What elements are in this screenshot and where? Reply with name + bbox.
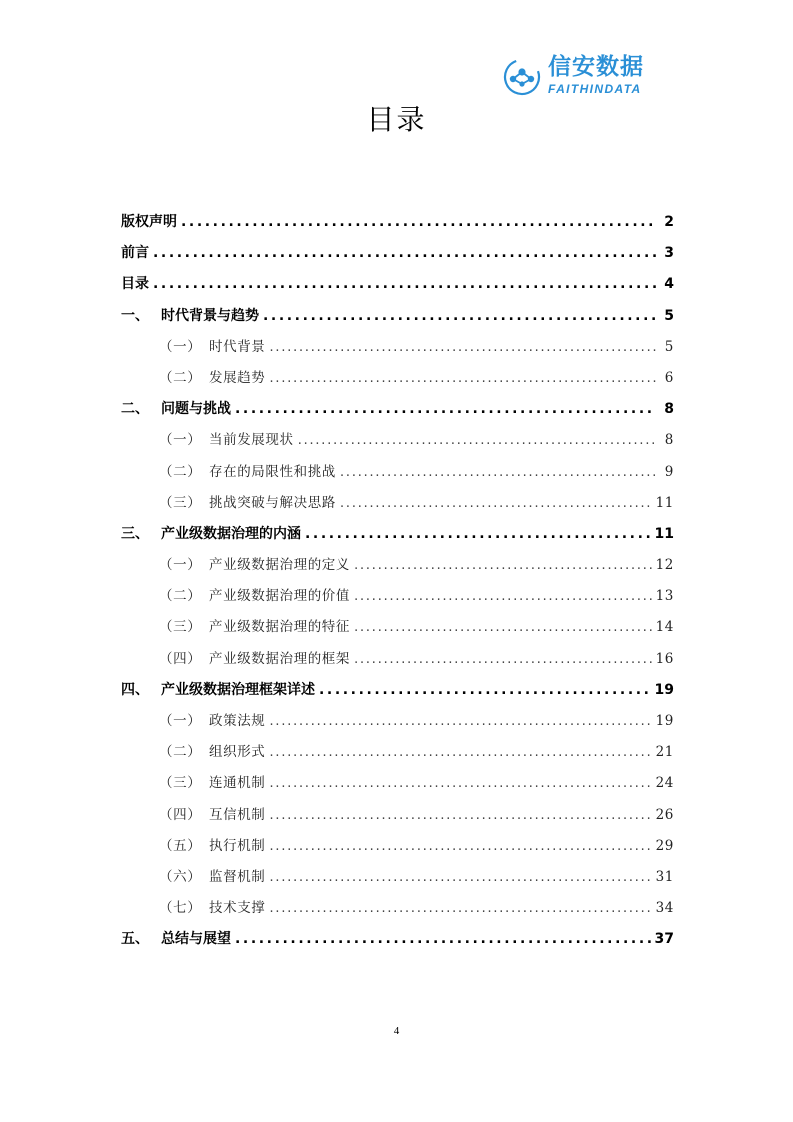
toc-entry-title: 时代背景与趋势	[161, 307, 259, 324]
toc-section-entry[interactable]	[121, 768, 674, 799]
toc-dot-leader	[305, 519, 651, 550]
toc-dot-leader	[235, 924, 651, 955]
toc-dot-leader	[354, 644, 652, 675]
toc-entry-number: 一、	[121, 307, 149, 324]
toc-entry-page-number: 5	[664, 338, 674, 355]
toc-section-entry[interactable]	[121, 332, 674, 363]
toc-section-entry[interactable]	[121, 737, 674, 768]
page-number: 4	[393, 1025, 400, 1037]
toc-section-entry[interactable]	[121, 862, 674, 893]
toc-entry-title: 问题与挑战	[161, 401, 231, 418]
toc-entry-number: （二）	[159, 744, 202, 761]
toc-entry-title: 互信机制	[209, 806, 266, 823]
toc-section-entry[interactable]	[121, 831, 674, 862]
toc-entry-title: 产业级数据治理的框架	[209, 650, 350, 667]
toc-section-entry[interactable]	[121, 363, 674, 394]
toc-entry-page-number: 5	[664, 307, 674, 324]
toc-entry-page-number: 2	[664, 214, 674, 230]
toc-entry-title: 发展趋势	[209, 369, 266, 386]
toc-section-entry[interactable]	[121, 644, 674, 675]
toc-entry-title: 存在的局限性和挑战	[209, 463, 336, 480]
toc-dot-leader	[340, 457, 656, 488]
toc-entry-title: 组织形式	[209, 744, 266, 761]
toc-entry-page-number: 13	[655, 588, 674, 605]
toc-dot-leader	[354, 612, 652, 643]
toc-dot-leader	[298, 425, 656, 456]
toc-chapter-entry[interactable]	[121, 301, 674, 332]
toc-entry-title: 监督机制	[209, 868, 266, 885]
toc-entry-title: 前言	[121, 245, 149, 262]
logo-english-name: FAITHINDATA	[548, 82, 642, 96]
toc-entry-page-number: 14	[655, 619, 674, 636]
toc-entry-page-number: 3	[664, 245, 674, 262]
toc-section-entry[interactable]	[121, 581, 674, 612]
toc-entry-number: （五）	[159, 837, 202, 854]
toc-entry-page-number: 8	[664, 401, 674, 418]
toc-dot-leader	[263, 301, 656, 332]
toc-entry-page-number: 19	[655, 713, 674, 729]
toc-dot-leader	[269, 706, 651, 737]
toc-entry-number: （一）	[159, 713, 202, 729]
toc-entry-number: 五、	[121, 931, 149, 948]
toc-entry-page-number: 34	[655, 900, 674, 917]
toc-entry-page-number: 24	[655, 775, 674, 792]
toc-dot-leader	[269, 862, 651, 893]
toc-entry-title: 产业级数据治理的特征	[209, 619, 350, 636]
toc-entry-title: 时代背景	[209, 338, 266, 355]
toc-entry-title: 目录	[121, 276, 149, 293]
toc-chapter-entry[interactable]	[121, 924, 674, 955]
toc-entry-number: 四、	[121, 681, 149, 698]
toc-dot-leader	[269, 800, 651, 831]
toc-entry-page-number: 16	[655, 650, 674, 667]
toc-entry-page-number: 37	[654, 931, 674, 948]
table-of-contents	[121, 207, 674, 956]
toc-entry-title: 总结与展望	[161, 931, 231, 948]
toc-entry-title: 产业级数据治理的定义	[209, 557, 350, 574]
toc-entry-number: （四）	[159, 806, 202, 823]
toc-entry-number: （二）	[159, 369, 202, 386]
toc-chapter-entry[interactable]	[121, 269, 674, 300]
toc-entry-number: （三）	[159, 494, 202, 511]
toc-entry-title: 政策法规	[209, 713, 266, 729]
toc-entry-number: （三）	[159, 619, 202, 636]
toc-entry-number: 三、	[121, 525, 149, 542]
toc-entry-number: （二）	[159, 463, 202, 480]
toc-section-entry[interactable]	[121, 425, 674, 456]
toc-entry-page-number: 12	[655, 557, 674, 574]
toc-entry-number: （一）	[159, 432, 202, 449]
toc-entry-title: 产业级数据治理框架详述	[161, 681, 315, 698]
toc-dot-leader	[319, 675, 651, 706]
toc-dot-leader	[354, 550, 652, 581]
toc-section-entry[interactable]	[121, 893, 674, 924]
faithindata-logo	[502, 52, 674, 98]
toc-entry-title: 连通机制	[209, 775, 266, 792]
page-title: 目录	[366, 103, 427, 136]
toc-dot-leader	[269, 363, 656, 394]
toc-dot-leader	[340, 488, 652, 519]
toc-entry-page-number: 8	[664, 432, 674, 449]
toc-entry-page-number: 11	[655, 494, 674, 511]
toc-entry-page-number: 29	[655, 837, 674, 854]
toc-entry-number: （七）	[159, 900, 202, 917]
toc-section-entry[interactable]	[121, 800, 674, 831]
toc-entry-page-number: 4	[664, 276, 674, 293]
toc-dot-leader	[153, 238, 656, 269]
toc-entry-page-number: 6	[664, 369, 674, 386]
toc-section-entry[interactable]	[121, 612, 674, 643]
toc-dot-leader	[354, 581, 652, 612]
toc-entry-number: （六）	[159, 868, 202, 885]
toc-entry-title: 产业级数据治理的内涵	[161, 525, 301, 542]
toc-entry-title: 产业级数据治理的价值	[209, 588, 350, 605]
toc-chapter-entry[interactable]	[121, 519, 674, 550]
toc-entry-title: 技术支撑	[209, 900, 266, 917]
toc-entry-number: （一）	[159, 338, 202, 355]
toc-chapter-entry[interactable]	[121, 238, 674, 269]
toc-chapter-entry[interactable]	[121, 394, 674, 425]
toc-entry-title: 版权声明	[121, 214, 177, 230]
toc-entry-page-number: 26	[655, 806, 674, 823]
toc-section-entry[interactable]	[121, 550, 674, 581]
toc-entry-number: （四）	[159, 650, 202, 667]
toc-section-entry[interactable]	[121, 457, 674, 488]
toc-dot-leader	[181, 207, 656, 238]
toc-entry-number: 二、	[121, 401, 149, 418]
toc-entry-page-number: 11	[654, 525, 674, 542]
toc-dot-leader	[269, 893, 651, 924]
toc-entry-page-number: 9	[664, 463, 674, 480]
toc-section-entry[interactable]	[121, 706, 674, 737]
toc-chapter-entry[interactable]	[121, 675, 674, 706]
toc-dot-leader	[269, 831, 651, 862]
toc-entry-number: （三）	[159, 775, 202, 792]
logo-network-icon	[502, 57, 542, 97]
toc-entry-page-number: 21	[655, 744, 674, 761]
toc-dot-leader	[153, 269, 656, 300]
toc-chapter-entry[interactable]	[121, 207, 674, 238]
toc-dot-leader	[235, 394, 656, 425]
toc-dot-leader	[269, 737, 651, 768]
toc-dot-leader	[269, 768, 651, 799]
toc-entry-page-number: 19	[654, 681, 674, 698]
toc-entry-page-number: 31	[655, 868, 674, 885]
toc-entry-number: （一）	[159, 557, 202, 574]
toc-section-entry[interactable]	[121, 488, 674, 519]
toc-entry-number: （二）	[159, 588, 202, 605]
toc-entry-title: 当前发展现状	[209, 432, 294, 449]
toc-dot-leader	[269, 332, 656, 363]
toc-entry-title: 挑战突破与解决思路	[209, 494, 336, 511]
toc-entry-title: 执行机制	[209, 837, 266, 854]
logo-chinese-name: 信安数据	[548, 54, 644, 80]
